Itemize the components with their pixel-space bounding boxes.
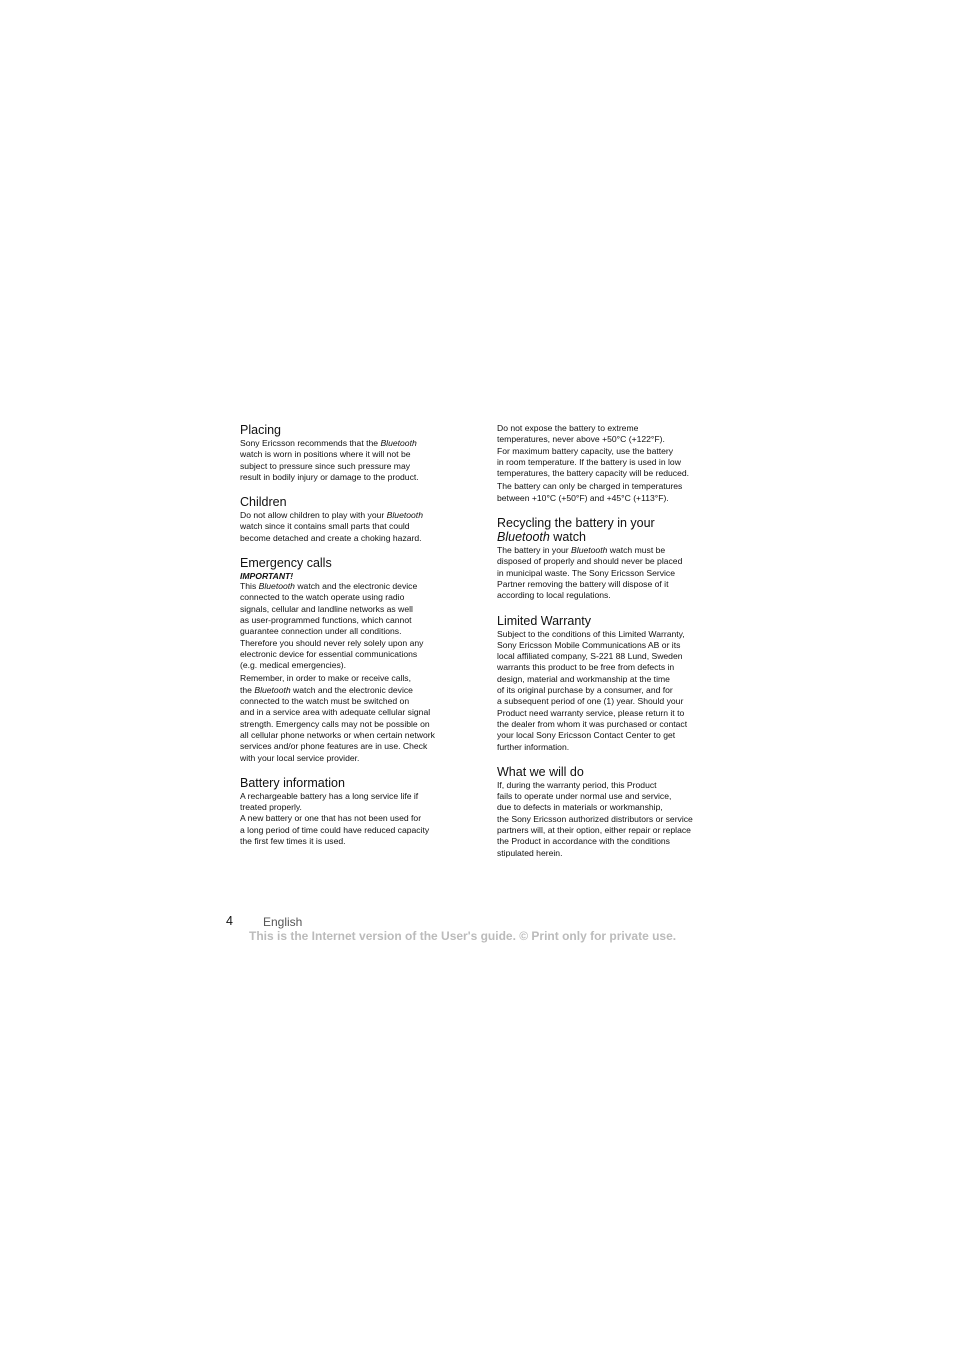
bluetooth-word: Bluetooth bbox=[380, 438, 417, 448]
section-emergency-calls bbox=[240, 556, 470, 764]
section-recycling bbox=[497, 516, 727, 601]
left-column bbox=[240, 423, 470, 859]
recycling-heading-line1: Recycling the battery in your bbox=[497, 516, 655, 531]
internet-version-note: This is the Internet version of the User's guide. © Print only for private use. bbox=[249, 929, 677, 943]
children-heading: Children bbox=[240, 495, 287, 510]
page-language: English bbox=[263, 915, 303, 929]
important-label: IMPORTANT! bbox=[240, 571, 294, 582]
warranty-heading: Limited Warranty bbox=[497, 613, 592, 628]
children-text: Do not allow children to play with your Bluetooth watch since it contains small parts that could become detached and create a choking hazard. bbox=[240, 510, 423, 543]
page-number: 4 bbox=[226, 914, 233, 928]
section-children bbox=[240, 495, 470, 544]
recycling-text: The battery in your Bluetooth watch must be disposed of properly and should never be placed in municipal waste. The Sony Ericsson Service Partner removing the battery will dispose of it according to local regulations. bbox=[497, 545, 683, 601]
bluetooth-word: Bluetooth bbox=[258, 581, 295, 592]
right-column bbox=[497, 423, 727, 871]
emergency-text-1: This Bluetooth watch and the electronic device connected to the watch operate using radio signals, cellular and landline networks as well as user-programmed functions, which cannot guarantee connection under all conditions. Therefore you should never rely solely upon any electronic device for essential communications (e.g. medical emergencies). bbox=[240, 581, 424, 671]
section-limited-warranty bbox=[497, 614, 727, 753]
placing-heading: Placing bbox=[240, 423, 281, 437]
section-placing bbox=[240, 423, 470, 483]
battery-temperature-text: Do not expose the battery to extreme temperatures, never above +50°C (+122°F). For maximum battery capacity, use the battery in room temperature. If the battery is used in low temperatures, the battery capacity will be reduced. bbox=[497, 423, 690, 479]
battery-heading: Battery information bbox=[240, 775, 345, 790]
battery-charge-text: The battery can only be charged in temperatures between +10°C (+50°F) and +45°C (+113°F). bbox=[497, 481, 683, 503]
section-battery-continued bbox=[497, 423, 727, 504]
emergency-heading: Emergency calls bbox=[240, 556, 332, 571]
placing-text: Sony Ericsson recommends that the Bluetooth watch is worn in positions where it will not be subject to pressure since such pressure may result in bodily injury or damage to the product. bbox=[240, 438, 419, 482]
what-we-do-text: If, during the warranty period, this Product fails to operate under normal use and service, due to defects in materials or workmanship, the Sony Ericsson authorized distributors or service partners will, at their option, either repair or replace the Product in accordance with the conditions stipulated herein. bbox=[497, 779, 693, 858]
emergency-text-2: Remember, in order to make or receive calls, the Bluetooth watch and the electronic device connected to the watch must be switched on and in a service area with adequate cellular signal strength. Emergency calls may not be possible on all cellular phone networks or when certain network services and/or phone features are in use. Check with your local service provider. bbox=[240, 673, 435, 763]
section-battery-information bbox=[240, 776, 470, 847]
recycling-heading-watch: watch bbox=[549, 530, 586, 545]
bluetooth-word: Bluetooth bbox=[571, 545, 608, 556]
battery-text: A rechargeable battery has a long service life if treated properly. A new battery or one that has not been used for a long period of time could have reduced capacity the first few times it is used. bbox=[240, 790, 430, 847]
bluetooth-word: Bluetooth bbox=[254, 684, 291, 695]
bluetooth-word: Bluetooth bbox=[386, 510, 423, 521]
what-we-do-heading: What we will do bbox=[497, 764, 584, 779]
recycling-heading-bluetooth: Bluetooth bbox=[497, 530, 550, 545]
recycling-heading bbox=[497, 516, 727, 544]
warranty-text: Subject to the conditions of this Limited Warranty, Sony Ericsson Mobile Communications AB or its local affiliated company, S-221 88 Lund, Sweden warrants this product to be free from defects in design, material and workmanship at the time of its original purchase by a consumer, and for a subsequent period of one (1) year. Should your Product need warranty service, please return it to the dealer from whom it was purchased or contact your local Sony Ericsson Contact Center to get further information. bbox=[497, 628, 688, 752]
section-what-we-will-do bbox=[497, 765, 727, 859]
